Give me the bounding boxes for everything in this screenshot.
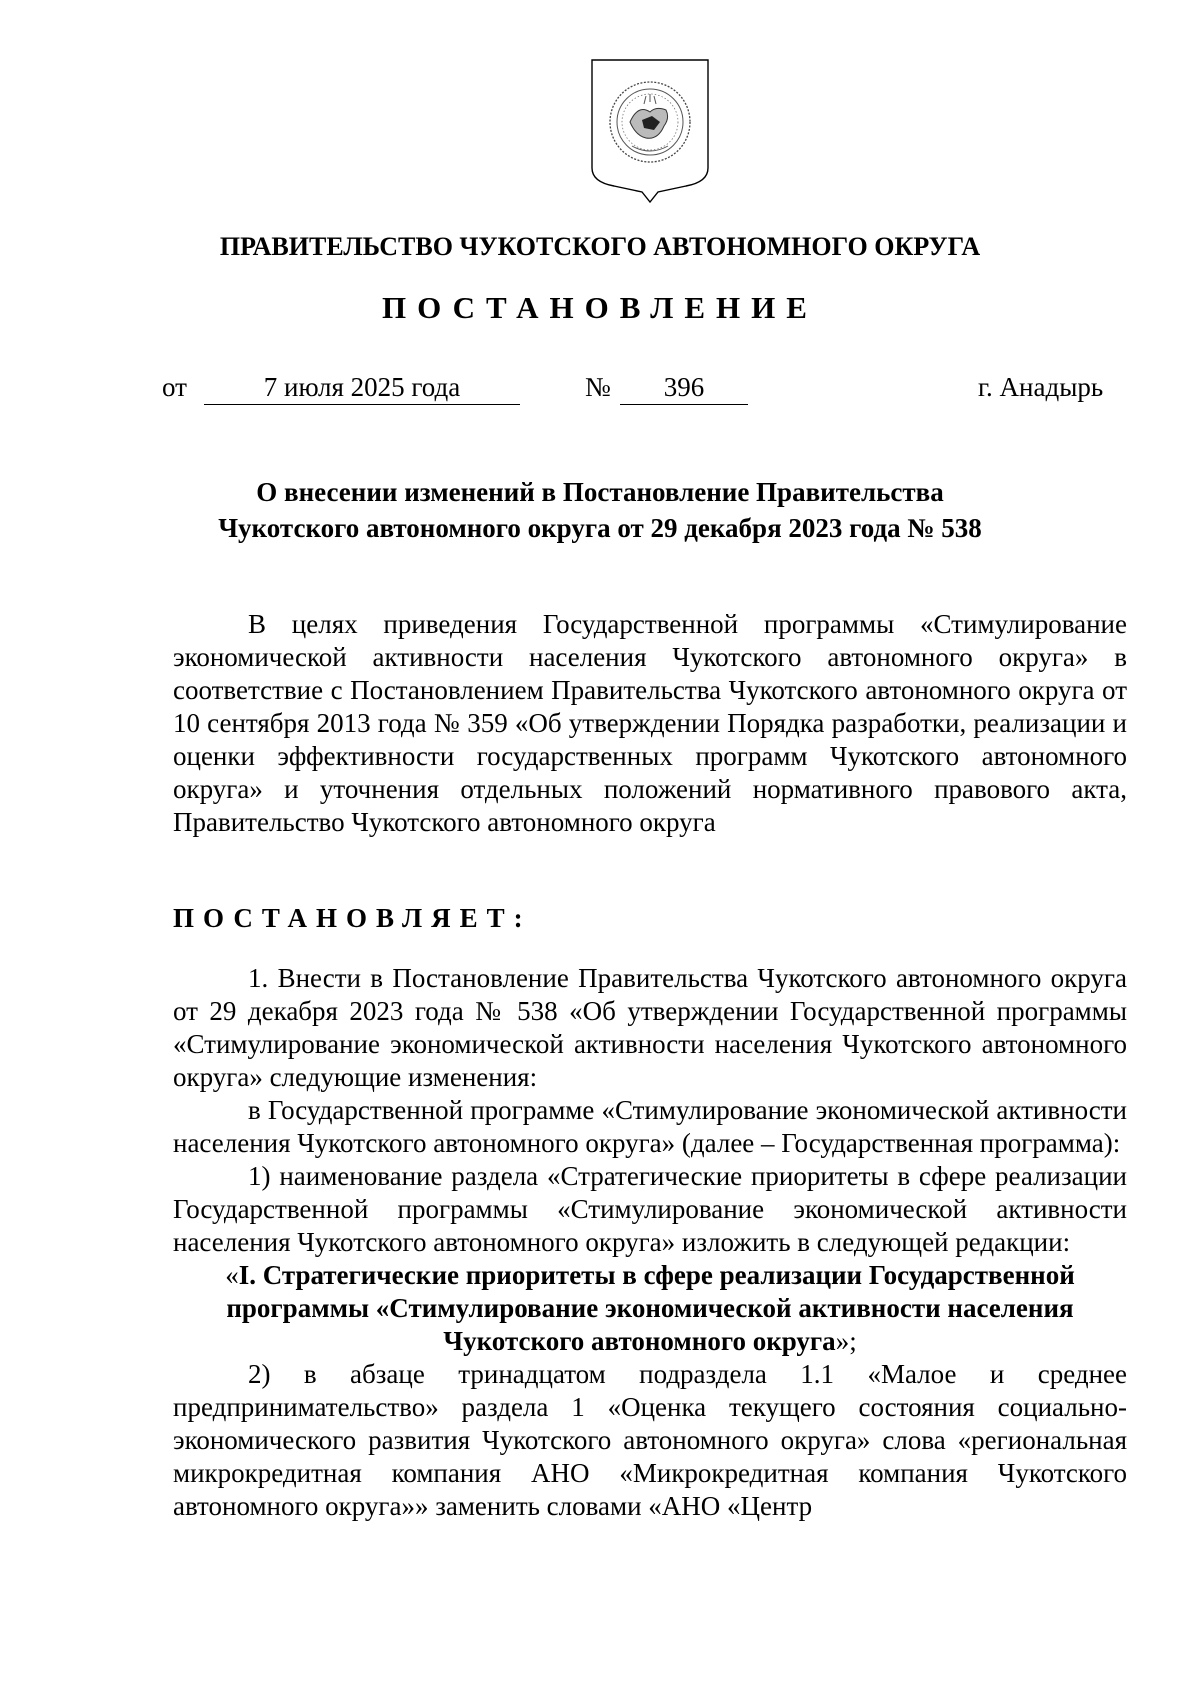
new-section-title-text: I. Стратегические приоритеты в сфере реализации Государственной программы «Стимулирование экономической активности населения Чукотского автономного округа [226, 1260, 1075, 1356]
program-paragraph: в Государственной программе «Стимулирование экономической активности населения Чукотского автономного округа» (далее – Государственная программа): [173, 1095, 1127, 1158]
preamble-block [173, 608, 1127, 839]
number-underline [620, 404, 748, 405]
date-underline [204, 404, 520, 405]
document-subject [170, 474, 1030, 546]
item-1-paragraph: 1. Внести в Постановление Правительства Чукотского автономного округа от 29 декабря 2023 года № 538 «Об утверждении Государственной программы «Стимулирование экономической активности населения Чукотского автономного округа» следующие изменения: [173, 963, 1127, 1092]
chukotka-coat-of-arms-icon [586, 56, 714, 206]
government-name: ПРАВИТЕЛЬСТВО ЧУКОТСКОГО АВТОНОМНОГО ОКРУГА [219, 232, 981, 261]
resolves-heading: ПОСТАНОВЛЯЕТ: [173, 903, 532, 933]
quote-close: »; [835, 1326, 857, 1356]
document-number: 396 [663, 372, 705, 402]
document-date: 7 июля 2025 года [263, 372, 461, 402]
number-label: № [585, 372, 611, 402]
operative-block [173, 962, 1127, 1523]
new-section-title [173, 1259, 1127, 1358]
date-prefix-label: от [162, 372, 187, 402]
quote-open: « [225, 1260, 239, 1290]
item-1-2-paragraph: 2) в абзаце тринадцатом подраздела 1.1 «Малое и среднее предпринимательство» раздела 1 «Оценка текущего состояния социально-экономического развития Чукотского автономного округа» слова «региональная микрокредитная компания АНО «Микрокредитная компания Чукотского автономного округа»» заменить словами «АНО «Центр [173, 1359, 1127, 1521]
document-type-title: ПОСТАНОВЛЕНИЕ [382, 290, 818, 325]
preamble-paragraph: В целях приведения Государственной программы «Стимулирование экономической активности населения Чукотского автономного округа» в соответствие с Постановлением Правительства Чукотского автономного округа от 10 сентября 2013 года № 359 «Об утверждении Порядка разработки, реализации и оценки эффективности государственных программ Чукотского автономного округа» и уточнения отдельных положений нормативного правового акта, Правительство Чукотского автономного округа [173, 609, 1127, 837]
city-label: г. Анадырь [978, 372, 1104, 402]
subject-line-1: О внесении изменений в Постановление Правительства [256, 477, 944, 507]
subject-line-2: Чукотского автономного округа от 29 декабря 2023 года № 538 [218, 513, 982, 543]
item-1-1-paragraph: 1) наименование раздела «Стратегические приоритеты в сфере реализации Государственной программы «Стимулирование экономической активности населения Чукотского автономного округа» изложить в следующей редакции: [173, 1161, 1127, 1257]
